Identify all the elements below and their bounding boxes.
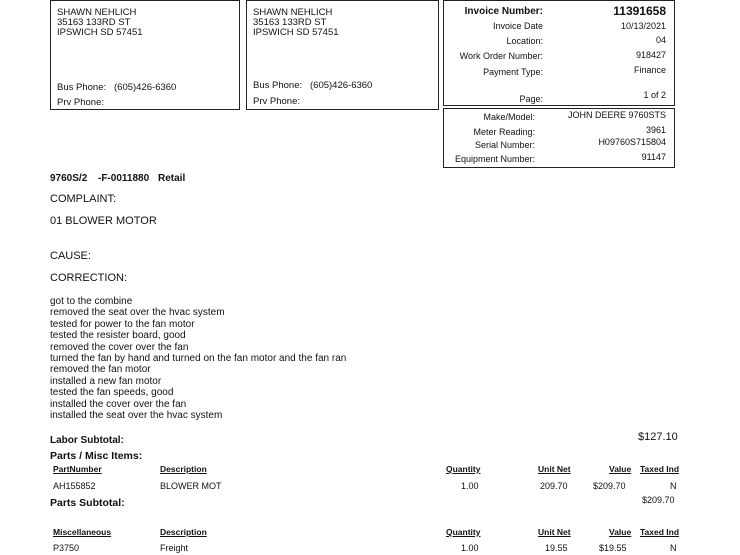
part-value: $209.70 — [593, 481, 626, 491]
bill-to-city: IPSWICH SD 57451 — [57, 27, 143, 38]
payment-type-value: Finance — [633, 65, 666, 75]
meter-reading-label: Meter Reading: — [473, 127, 535, 137]
parts-header-part: PartNumber — [53, 464, 102, 474]
parts-subtotal-label: Parts Subtotal: — [50, 497, 125, 509]
correction-line: got to the combine — [50, 296, 133, 307]
correction-line: installed the seat over the hvac system — [50, 410, 223, 421]
invoice-date: 10/13/2021 — [620, 21, 666, 31]
job-type: Retail — [158, 173, 186, 184]
cause-label: CAUSE: — [50, 250, 91, 262]
invoice-number-label: Invoice Number: — [464, 6, 543, 17]
make-model-value: JOHN DEERE 9760STS — [567, 110, 666, 120]
correction-line: tested the fan speeds, good — [50, 387, 174, 399]
parts-header-unit: Unit Net — [538, 464, 571, 474]
ship-to-prv-phone-label: Prv Phone: — [253, 96, 300, 107]
equipment-number-value: 91147 — [641, 152, 666, 162]
part-description: BLOWER MOT — [160, 481, 222, 491]
misc-quantity: 1.00 — [461, 543, 479, 553]
bill-to-name: SHAWN NEHLICH — [57, 7, 137, 18]
meter-reading-value: 3961 — [645, 125, 666, 135]
invoice-number: 11391658 — [613, 4, 666, 18]
work-order-value: 918427 — [635, 50, 666, 60]
bill-to-prv-phone-label: Prv Phone: — [57, 97, 104, 108]
part-quantity: 1.00 — [461, 481, 479, 491]
work-order-label: Work Order Number: — [459, 51, 543, 61]
misc-value: $19.55 — [599, 543, 627, 553]
bill-to-bus-phone-label: Bus Phone: — [57, 82, 107, 93]
location-value: 04 — [655, 35, 666, 45]
part-taxed: N — [670, 481, 677, 491]
correction-label: CORRECTION: — [50, 272, 127, 284]
correction-line: installed the cover over the fan — [50, 398, 187, 410]
bill-to-street: 35163 133RD ST — [57, 17, 131, 28]
labor-subtotal-label: Labor Subtotal: — [50, 435, 124, 446]
correction-line: tested for power to the fan motor — [50, 318, 195, 330]
misc-unit-net: 19.55 — [545, 543, 568, 553]
labor-subtotal-amount: $127.10 — [638, 431, 678, 443]
correction-line: removed the cover over the fan — [50, 341, 189, 353]
serial-number-label: Serial Number: — [474, 140, 535, 150]
ship-to-bus-phone-label: Bus Phone: — [253, 80, 303, 91]
misc-header-desc: Description — [160, 527, 207, 537]
misc-header-qty: Quantity — [446, 527, 481, 537]
misc-description: Freight — [160, 543, 189, 553]
misc-item: P3750 — [53, 543, 80, 553]
part-number: AH155852 — [53, 481, 96, 491]
ship-to-city: IPSWICH SD 57451 — [253, 27, 339, 38]
correction-line: turned the fan by hand and turned on the fan motor and the fan ran — [50, 353, 347, 364]
parts-subtotal-amount: $209.70 — [642, 495, 675, 505]
parts-header-desc: Description — [160, 464, 207, 474]
parts-header-taxed: Taxed Ind — [640, 464, 680, 474]
ship-to-name: SHAWN NEHLICH — [253, 7, 333, 18]
parts-section-label: Parts / Misc Items: — [50, 450, 143, 462]
correction-line: installed a new fan motor — [50, 375, 162, 387]
misc-header-unit: Unit Net — [538, 527, 571, 537]
invoice-date-label: Invoice Date — [492, 21, 543, 31]
misc-header-taxed: Taxed Ind — [640, 527, 680, 537]
payment-type-label: Payment Type: — [483, 67, 543, 77]
part-unit-net: 209.70 — [540, 481, 568, 491]
correction-line: tested the resister board, good — [50, 330, 186, 342]
page-value: 1 of 2 — [643, 90, 666, 100]
equipment-number-label: Equipment Number: — [454, 154, 535, 164]
page-label: Page: — [519, 94, 543, 104]
bill-to-bus-phone: (605)426-6360 — [114, 82, 177, 93]
job-ref: -F-0011880 — [98, 173, 150, 184]
correction-line: removed the seat over the hvac system — [50, 307, 225, 319]
complaint-label: COMPLAINT: — [50, 193, 117, 205]
ship-to-street: 35163 133RD ST — [253, 17, 327, 28]
make-model-label: Make/Model: — [483, 112, 535, 122]
misc-header-item: Miscellaneous — [53, 527, 112, 537]
serial-number-value: H09760S715804 — [598, 137, 666, 147]
location-label: Location: — [506, 36, 543, 46]
ship-to-bus-phone: (605)426-6360 — [310, 80, 373, 91]
parts-header-value: Value — [609, 464, 632, 474]
complaint-text: 01 BLOWER MOTOR — [50, 215, 157, 227]
correction-line: removed the fan motor — [50, 364, 151, 376]
parts-header-qty: Quantity — [446, 464, 481, 474]
job-code: 9760S/2 — [50, 173, 88, 184]
misc-header-value: Value — [609, 527, 632, 537]
misc-taxed: N — [670, 543, 677, 553]
